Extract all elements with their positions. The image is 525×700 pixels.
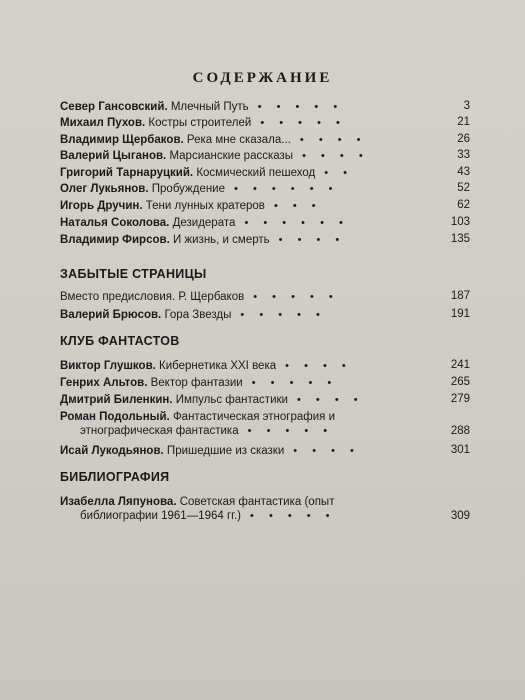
toc-entry-line (60, 494, 470, 509)
entry-title: Фантастическая этнография и (172, 411, 335, 423)
entry-title: Вектор фантазии (150, 377, 243, 389)
toc-entry-line (60, 215, 470, 230)
toc-entry-line (60, 99, 470, 114)
toc-entry (60, 181, 470, 196)
leader-dots: • • • • (276, 360, 352, 372)
page-number: 191 (450, 308, 470, 320)
leader-dots: • • • • • • (225, 183, 339, 195)
toc-entry-line (60, 443, 470, 458)
leader-dots: • • • • • (248, 101, 344, 113)
entry-title: Тени лунных кратеров (145, 200, 265, 212)
toc-entry (60, 115, 470, 130)
entry-author: Исай Лукодьянов. (60, 445, 167, 457)
toc-entry (60, 165, 470, 180)
leader-dots: • • • • (269, 234, 346, 246)
toc-entry (60, 358, 470, 373)
entry-author: Роман Подольный. (60, 411, 173, 423)
page-number: 26 (457, 133, 470, 145)
entry-author: Дмитрий Биленкин. (60, 394, 176, 406)
page-number: 52 (457, 182, 470, 194)
leader-dots: • • • • • (244, 291, 339, 303)
section-heading: БИБЛИОГРАФИЯ (60, 470, 170, 484)
toc-entry (60, 132, 470, 147)
toc-entry-line (60, 358, 470, 373)
entry-author: Виктор Глушков. (60, 360, 160, 372)
leader-dots: • • • • • (240, 510, 336, 522)
leader-dots: • • • • • (251, 117, 346, 129)
toc-entry (60, 307, 470, 322)
toc-entry-line (60, 148, 470, 163)
leader-dots: • • • • • (242, 377, 338, 389)
toc-entry (60, 99, 470, 114)
leader-dots: • • • • • (231, 309, 326, 321)
entry-author: Валерий Брюсов. (60, 309, 165, 321)
toc-entry (60, 375, 470, 390)
entry-title: Пробуждение (151, 183, 226, 195)
entry-title: Советская фантастика (опыт (179, 496, 335, 508)
toc-entry (60, 494, 470, 523)
toc-entry-line (60, 289, 470, 304)
leader-dots: • • • (264, 200, 322, 212)
leader-dots: • • • • (293, 150, 369, 162)
entry-title: Кибернетика XXI века (159, 360, 277, 372)
toc-entry (60, 289, 470, 304)
page-number: 241 (450, 359, 470, 371)
entry-title: Река мне сказала... (186, 134, 291, 146)
entry-title: Марсианские рассказы (169, 150, 294, 162)
toc-entry (60, 392, 470, 407)
entry-author: Изабелла Ляпунова. (60, 496, 180, 508)
page-number: 33 (457, 149, 470, 161)
entry-title-line2: библиографии 1961—1964 гг.) (80, 510, 241, 522)
entry-author: Север Гансовский. (60, 101, 171, 113)
entry-title-line2: этнографическая фантастика (80, 425, 239, 437)
toc-entry (60, 148, 470, 163)
toc-entry-line (60, 409, 470, 424)
leader-dots: • • • • • • (235, 217, 349, 229)
entry-title: Космический пешеход (196, 167, 316, 179)
entry-author: Наталья Соколова. (60, 217, 173, 229)
entry-title-continued (60, 424, 470, 438)
entry-title: Импульс фантастики (175, 394, 288, 406)
page-number: 3 (463, 100, 470, 112)
entry-title: Гора Звезды (164, 309, 232, 321)
page-number: 187 (450, 290, 470, 302)
toc-entry-line (60, 375, 470, 390)
leader-dots: • • • • (284, 445, 360, 457)
entry-title: Костры строителей (148, 117, 252, 129)
entry-title: Вместо предисловия. Р. Щербаков (60, 291, 245, 303)
page-number: 309 (450, 510, 470, 522)
page-number: 288 (450, 425, 470, 437)
toc-entry (60, 215, 470, 230)
entry-author: Григорий Тарнаруцкий. (60, 167, 197, 179)
entry-title: Млечный Путь (170, 101, 249, 113)
page-number: 43 (457, 166, 470, 178)
page-title: СОДЕРЖАНИЕ (192, 70, 333, 86)
toc-entry (60, 443, 470, 458)
entry-title: Пришедшие из сказки (166, 445, 285, 457)
page-number: 103 (450, 216, 470, 228)
toc-entry-line (60, 392, 470, 407)
toc-entry-line (60, 232, 470, 247)
leader-dots: • • • • • (238, 425, 334, 437)
toc-entry-line (60, 198, 470, 213)
page-number: 21 (457, 116, 470, 128)
page-number: 279 (450, 393, 470, 405)
leader-dots: • • • • (290, 134, 367, 146)
toc-entry-line (60, 181, 470, 196)
section-heading: КЛУБ ФАНТАСТОВ (60, 334, 180, 348)
page-number: 265 (450, 376, 470, 388)
entry-author: Валерий Цыганов. (60, 150, 170, 162)
toc-entry-line (60, 115, 470, 130)
toc-entry (60, 232, 470, 247)
page-number: 135 (450, 233, 470, 245)
leader-dots: • • (315, 167, 354, 179)
toc-entry-line (60, 132, 470, 147)
entry-author: Владимир Щербаков. (60, 134, 187, 146)
page-number: 62 (457, 199, 470, 211)
entry-author: Владимир Фирсов. (60, 234, 173, 246)
toc-entry (60, 409, 470, 438)
entry-title: Дезидерата (172, 217, 236, 229)
entry-author: Игорь Дручин. (60, 200, 146, 212)
toc-entry-line (60, 307, 470, 322)
entry-title-continued (60, 509, 470, 523)
entry-author: Михаил Пухов. (60, 117, 149, 129)
entry-title: И жизнь, и смерть (172, 234, 270, 246)
leader-dots: • • • • (287, 394, 364, 406)
section-heading: ЗАБЫТЫЕ СТРАНИЦЫ (60, 267, 207, 281)
page-number: 301 (450, 444, 470, 456)
entry-author: Олег Лукьянов. (60, 183, 152, 195)
toc-entry-line (60, 165, 470, 180)
entry-author: Генрих Альтов. (60, 377, 151, 389)
toc-entry (60, 198, 470, 213)
